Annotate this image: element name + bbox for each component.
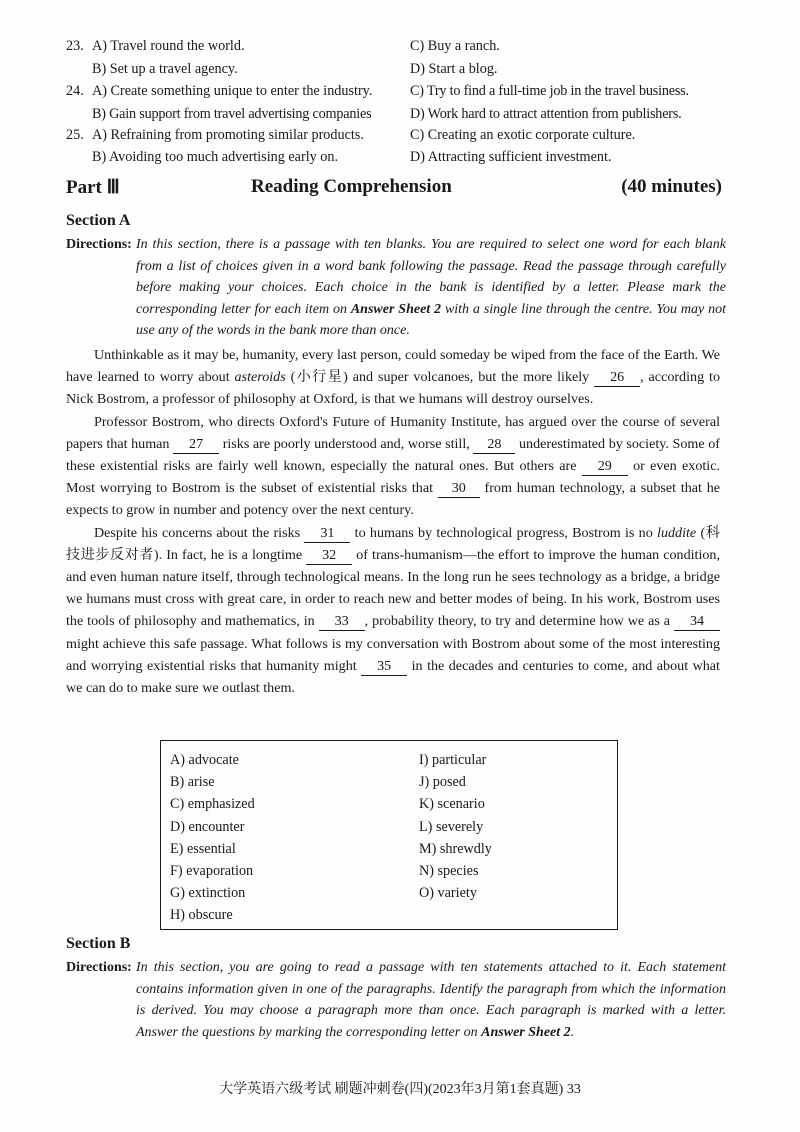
- option-d: D) Attracting sufficient investment.: [410, 149, 612, 165]
- option-b: B) Set up a travel agency.: [92, 61, 238, 77]
- answer-sheet-ref: Answer Sheet 2: [350, 301, 442, 317]
- section-a-directions: [66, 234, 726, 342]
- word-bank-item: K) scenario: [419, 796, 485, 813]
- word-bank-item: L) severely: [419, 818, 484, 835]
- blank-30[interactable]: 30: [438, 480, 480, 498]
- blank-29[interactable]: 29: [582, 458, 628, 476]
- word-bank-item: N) species: [419, 862, 479, 879]
- section-b-directions: [66, 957, 726, 1043]
- part-time: (40 minutes): [621, 176, 722, 197]
- word-bank-item: E) essential: [170, 840, 236, 857]
- question-25-row-2: [0, 149, 800, 169]
- option-a: A) Create something unique to enter the industry.: [92, 83, 373, 99]
- page-footer: 大学英语六级考试 刷题冲刺卷(四)(2023年3月第1套真题) 33: [219, 1082, 581, 1097]
- option-b: B) Gain support from travel advertising companies: [92, 106, 372, 122]
- word-bank-item: D) encounter: [170, 818, 245, 835]
- blank-33[interactable]: 33: [319, 613, 365, 631]
- option-c: C) Try to find a full-time job in the travel business.: [410, 83, 689, 99]
- directions-label: Directions:: [66, 237, 132, 252]
- blank-32[interactable]: 32: [306, 547, 352, 565]
- reading-passage: [66, 344, 720, 699]
- question-24-row-1: [0, 83, 800, 103]
- option-d: D) Start a blog.: [410, 61, 498, 77]
- option-b: B) Avoiding too much advertising early on.: [92, 149, 339, 165]
- question-number: 24.: [66, 83, 84, 99]
- answer-sheet-ref: Answer Sheet 2: [481, 1024, 571, 1040]
- blank-28[interactable]: 28: [473, 436, 515, 454]
- word-bank-item: B) arise: [170, 774, 215, 791]
- word-bank-item: O) variety: [419, 885, 477, 902]
- paragraph-3: Despite his concerns about the risks 31 to humans by technological progress, Bostrom is no luddite (科技进步反对者). In fact, he is a longtime 32 of trans-humanism—the effort to improve the human condition, and even human nature itself, through technological means. In the long run he sees technology as a bridge, a bridge we humans must cross with great care, in order to reach new and better modes of being. In his work, Bostrom uses the tools of philosophy and mathematics, in 33 , probability theory, to try and determine how we as a 34 might achieve this safe passage. What follows is my conversation with Bostrom about some of the most interesting and worrying existential risks that humanity might 35 in the decades and centuries to come, and about what we can do to make sure we outlast them.: [66, 524, 721, 697]
- directions-text: In this section, there is a passage with ten blanks. You are required to select one word for each blank from a list of choices given in a word bank following the passage. Read the passage through carefully before making your choices. Each choice in the bank is identified by a letter. Please mark the corresponding letter for each item on Answer Sheet 2 with a single line through the centre. You may not use any of the words in the bank more than once.: [136, 237, 726, 339]
- option-a: A) Refraining from promoting similar products.: [92, 127, 364, 143]
- word-bank-item: F) evaporation: [170, 862, 254, 879]
- option-c: C) Buy a ranch.: [410, 38, 500, 54]
- word-bank-right-column: [419, 749, 492, 904]
- paragraph-1: Unthinkable as it may be, humanity, every last person, could someday be wiped from the face of the Earth. We have learned to worry about asteroids (小行星) and super volcanoes, but the more likely 26 , according to Nick Bostrom, a professor of philosophy at Oxford, is that we humans will destroy ourselves.: [66, 347, 720, 408]
- word-bank-item: A) advocate: [170, 752, 239, 768]
- part-heading: [66, 176, 722, 204]
- directions-label: Directions:: [66, 960, 132, 975]
- blank-27[interactable]: 27: [173, 436, 219, 454]
- blank-31[interactable]: 31: [304, 525, 350, 543]
- question-number: 23.: [66, 38, 84, 54]
- option-d: D) Work hard to attract attention from publishers.: [410, 106, 682, 122]
- word-bank: [160, 740, 618, 930]
- part-title: Reading Comprehension: [251, 176, 452, 197]
- word-bank-item: M) shrewdly: [419, 840, 492, 857]
- word-bank-item: J) posed: [419, 774, 466, 791]
- word-bank-item: C) emphasized: [170, 796, 255, 813]
- question-25-row-1: [0, 127, 800, 147]
- question-24-row-2: [0, 106, 800, 126]
- section-b-title: Section B: [66, 935, 131, 952]
- option-a: A) Travel round the world.: [92, 38, 245, 54]
- blank-35[interactable]: 35: [361, 658, 407, 676]
- directions-text: In this section, you are going to read a passage with ten statements attached to it. Each statement contains information given in one of the paragraphs. Identify the paragraph from which the information is derived. You may choose a paragraph more than once. Each paragraph is marked with a letter. Answer the questions by marking the corresponding letter on Answer Sheet 2.: [136, 960, 726, 1040]
- word-bank-item: G) extinction: [170, 885, 246, 902]
- question-23-row-1: [0, 38, 800, 58]
- word-bank-left-column: [170, 749, 255, 927]
- word-bank-item: H) obscure: [170, 907, 233, 924]
- question-23-row-2: [0, 61, 800, 81]
- section-a-title: Section A: [66, 212, 131, 229]
- question-number: 25.: [66, 127, 84, 143]
- paragraph-2: Professor Bostrom, who directs Oxford's Future of Humanity Institute, has argued over the course of several papers that human 27 risks are poorly understood and, worse still, 28 underestimated by society. Some of these existential risks are fairly well known, especially the natural ones. But others are 29 or even exotic. Most worrying to Bostrom is the subset of existential risks that 30 from human technology, a subset that he expects to grow in number and potency over the next century.: [66, 413, 720, 519]
- blank-26[interactable]: 26: [594, 369, 640, 387]
- part-label: Part Ⅲ: [66, 177, 120, 198]
- option-c: C) Creating an exotic corporate culture.: [410, 127, 636, 143]
- word-bank-item: I) particular: [419, 752, 487, 768]
- blank-34[interactable]: 34: [674, 613, 720, 631]
